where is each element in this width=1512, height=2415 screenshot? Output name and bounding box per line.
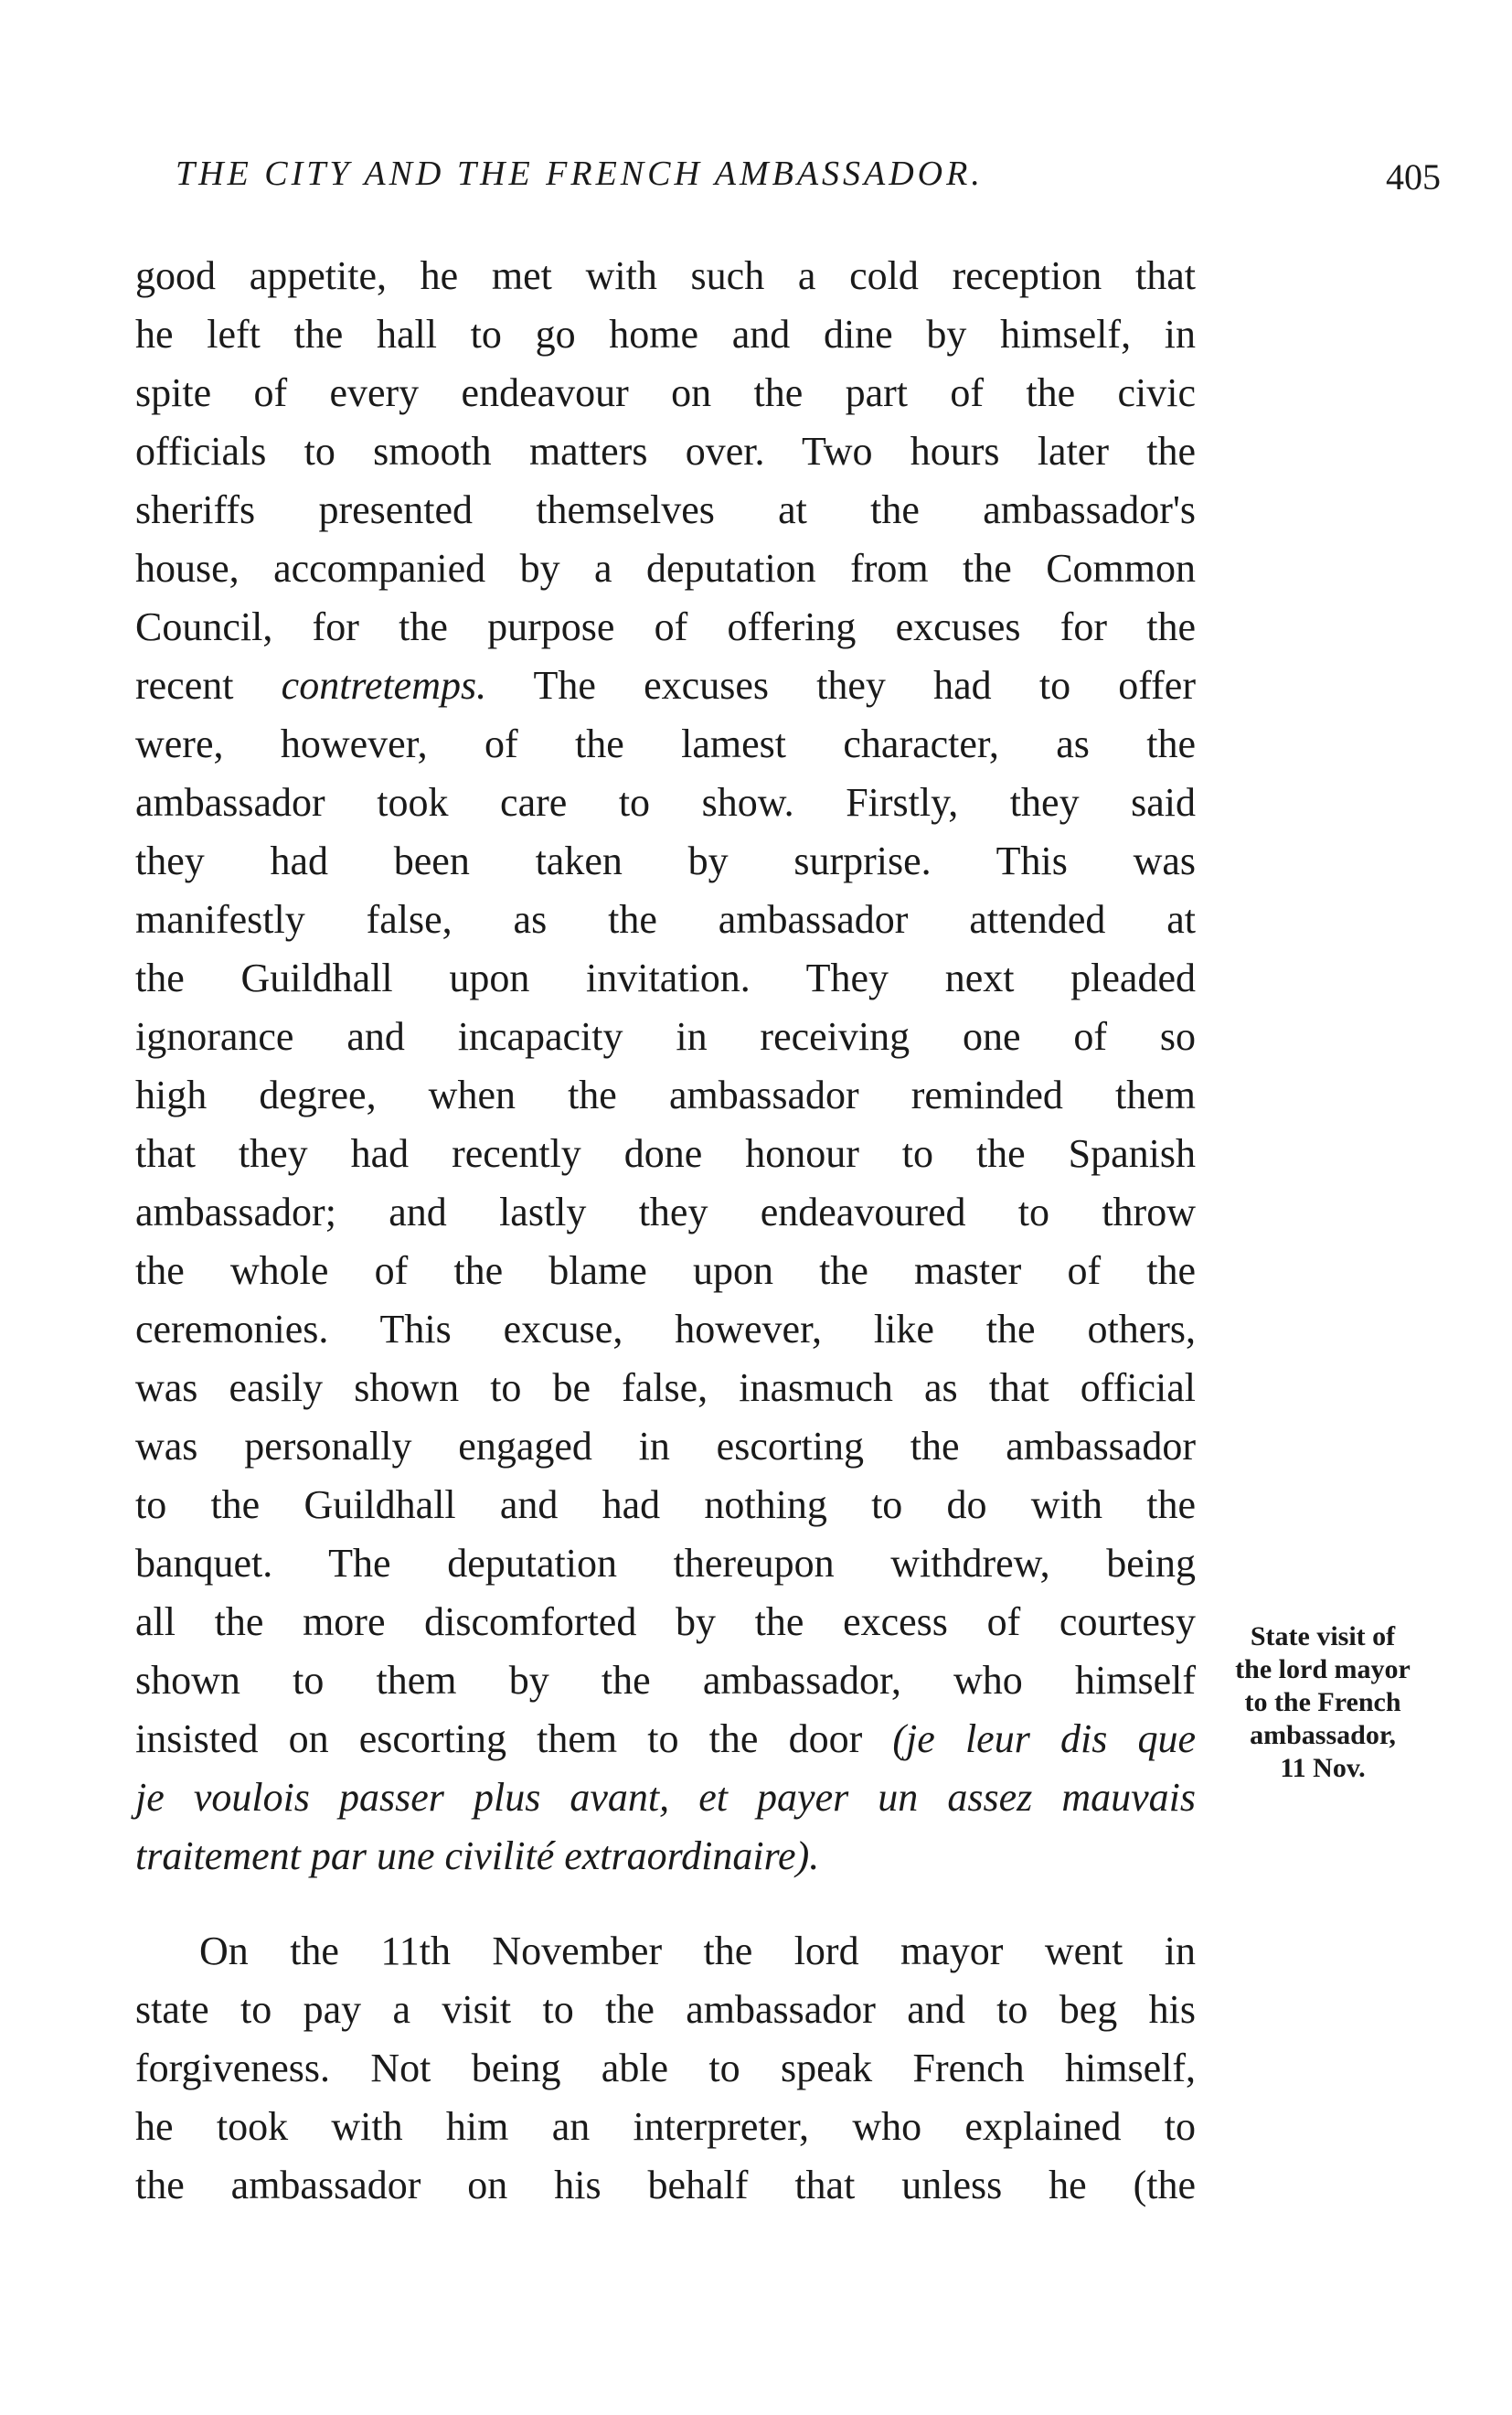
text-line: officials to smooth matters over. Two hours later the — [135, 429, 1196, 474]
text-line: ambassador; and lastly they endeavoured to throw — [135, 1190, 1196, 1234]
italic-phrase: contretemps. — [281, 663, 487, 708]
text-line: ignorance and incapacity in receiving one of so — [135, 1014, 1196, 1059]
margin-note — [1209, 1620, 1437, 1785]
text-line: banquet. The deputation thereupon withdrew, being — [135, 1541, 1196, 1586]
text-line: good appetite, he met with such a cold reception that — [135, 253, 1196, 298]
text-line: Council, for the purpose of offering excuses for the — [135, 604, 1196, 649]
margin-note-line: State visit of — [1250, 1621, 1396, 1651]
text-line: On the 11th November the lord mayor went in — [199, 1929, 1196, 1973]
text-line: shown to them by the ambassador, who himself — [135, 1658, 1196, 1703]
text-line: sheriffs presented themselves at the ambassador's — [135, 487, 1196, 532]
text-line: ambassador took care to show. Firstly, they said — [135, 780, 1196, 825]
text-line: all the more discomforted by the excess of courtesy — [135, 1599, 1196, 1644]
text-line: was personally engaged in escorting the ambassador — [135, 1424, 1196, 1469]
text-line: house, accompanied by a deputation from the Common — [135, 546, 1196, 591]
text-line: the ambassador on his behalf that unless he (the — [135, 2163, 1196, 2207]
french-quote-line: traitement par une civilité extraordinaire). — [135, 1833, 820, 1878]
text-line — [135, 1710, 1196, 1769]
text-line: spite of every endeavour on the part of the civic — [135, 370, 1196, 415]
text-line: he left the hall to go home and dine by himself, in — [135, 312, 1196, 357]
paragraph-gap — [135, 1886, 1196, 1922]
text-line: he took with him an interpreter, who explained to — [135, 2104, 1196, 2149]
margin-note-line: ambassador, — [1250, 1720, 1396, 1750]
french-quote-line: je voulois passer plus avant, et payer un assez mauvais — [135, 1775, 1196, 1820]
french-quote: (je leur dis que — [892, 1716, 1196, 1761]
text-segment: recent — [135, 663, 282, 708]
margin-note-line: the lord mayor — [1235, 1654, 1411, 1684]
text-line: the Guildhall upon invitation. They next pleaded — [135, 956, 1196, 1000]
text-line: ceremonies. This excuse, however, like the others, — [135, 1307, 1196, 1352]
text-line: to the Guildhall and had nothing to do with the — [135, 1482, 1196, 1527]
text-line: were, however, of the lamest character, as the — [135, 721, 1196, 766]
paragraph-1 — [135, 247, 1196, 1886]
page-number: 405 — [1386, 156, 1441, 198]
running-title: THE CITY AND THE FRENCH AMBASSADOR. — [176, 155, 984, 193]
text-line — [135, 657, 1196, 715]
text-line: state to pay a visit to the ambassador and to beg his — [135, 1987, 1196, 2032]
text-line: they had been taken by surprise. This was — [135, 839, 1196, 883]
margin-note-line: to the French — [1244, 1687, 1401, 1717]
text-segment: The excuses they had to offer — [486, 663, 1196, 708]
text-line: that they had recently done honour to the Spanish — [135, 1131, 1196, 1176]
text-line: manifestly false, as the ambassador attended at — [135, 897, 1196, 942]
text-line: the whole of the blame upon the master of the — [135, 1248, 1196, 1293]
margin-note-line: 11 Nov. — [1280, 1753, 1366, 1783]
text-line: forgiveness. Not being able to speak French himself, — [135, 2046, 1196, 2090]
paragraph-2 — [135, 1922, 1196, 2215]
text-segment: insisted on escorting them to the door — [135, 1716, 893, 1761]
text-line: high degree, when the ambassador reminded them — [135, 1073, 1196, 1117]
text-line: was easily shown to be false, inasmuch as that official — [135, 1365, 1196, 1410]
body-text — [135, 247, 1196, 2215]
